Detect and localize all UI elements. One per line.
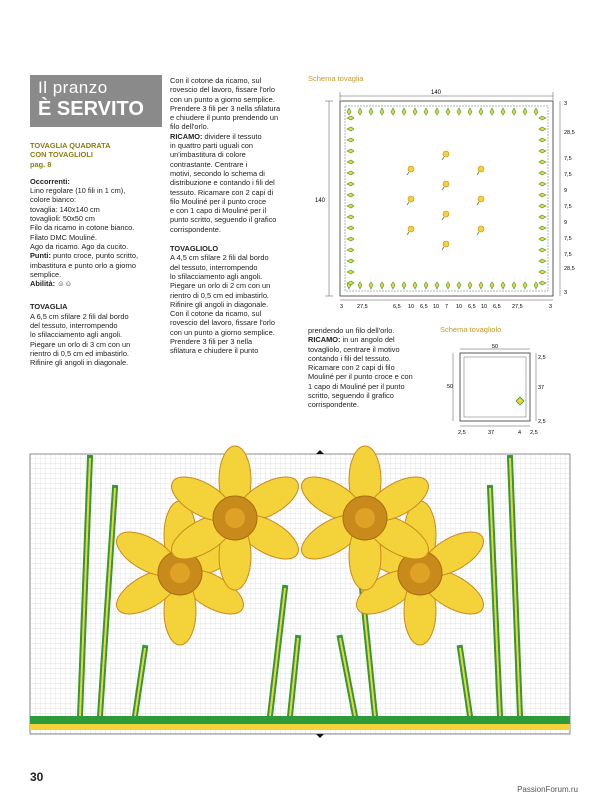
ricamo-text: in un angolo del bbox=[340, 335, 395, 345]
ricamo-text: punto scritto, seguendo il grafico bbox=[170, 215, 277, 225]
ricamo-label: RICAMO: bbox=[170, 131, 203, 141]
center-flower-motif bbox=[443, 241, 449, 247]
bottom-dim-label: 6,5 bbox=[420, 304, 428, 310]
center-flower-motif bbox=[478, 196, 484, 202]
tovagliolo-line: del tessuto, interrompendo bbox=[170, 262, 258, 272]
punti-text: imbastitura e punto orlo a giorno bbox=[30, 260, 136, 270]
tovaglia-line: A 6,5 cm sfilare 2 fili dal bordo bbox=[30, 311, 129, 321]
tovaglia-title: TOVAGLIA bbox=[30, 302, 68, 312]
dim-top: 140 bbox=[431, 90, 442, 96]
yellow-bottom-band bbox=[30, 724, 570, 730]
right-dim-label: 7,5 bbox=[564, 172, 572, 178]
material-line: colore bianco: bbox=[30, 195, 77, 205]
bottom-dim-label: 3 bbox=[340, 304, 344, 310]
bottom-dim-label: 27,5 bbox=[357, 304, 368, 310]
bottom-dim-label: 3 bbox=[549, 304, 553, 310]
page-number: 30 bbox=[30, 770, 44, 784]
napkin-dim-top: 50 bbox=[492, 344, 499, 350]
ricamo-label: RICAMO: bbox=[308, 335, 341, 345]
ricamo-text: tessuto. Ricamare con 2 capi di bbox=[170, 187, 274, 197]
ricamo-text: corrispondente. bbox=[308, 400, 359, 410]
page-ref: pag. 8 bbox=[30, 159, 52, 169]
center-marker-bottom bbox=[316, 734, 324, 738]
ricamo-text: Ricamare con 2 capi di filo bbox=[308, 363, 395, 373]
daffodil-center bbox=[355, 508, 375, 528]
text-line: Con il cotone da ricamo, sul bbox=[170, 76, 262, 85]
center-flower-motif bbox=[443, 151, 449, 157]
schema-tovagliolo-label: Schema tovagliolo bbox=[440, 325, 502, 334]
bottom-dim-label: 7 bbox=[445, 304, 449, 310]
right-dim-label: 28,5 bbox=[564, 130, 575, 136]
napkin-dim-right: 2,5 bbox=[538, 355, 546, 361]
napkin-dim-bottom: 37 bbox=[488, 430, 495, 436]
cross-stitch-chart bbox=[20, 448, 580, 748]
bottom-dim-label: 6,5 bbox=[393, 304, 401, 310]
daffodil-center bbox=[225, 508, 245, 528]
tovagliolo-line: con un punto a giorno semplice. bbox=[170, 327, 275, 337]
napkin-dim-right: 37 bbox=[538, 385, 545, 391]
napkin-dim-left: 50 bbox=[447, 384, 454, 390]
ricamo-text: 1 capo di Mouliné per il punto bbox=[308, 381, 405, 391]
tovagliolo-line: Rifinire gli angoli in diagonale. bbox=[170, 299, 269, 309]
right-dim-label: 7,5 bbox=[564, 204, 572, 210]
text-line: e chiudere il punto prendendo un bbox=[170, 113, 279, 123]
punti-text: punto croce, punto scritto, bbox=[50, 251, 139, 261]
napkin-dim-bottom: 2,5 bbox=[530, 430, 538, 436]
project-title-2: CON TOVAGLIOLI bbox=[30, 150, 93, 160]
ricamo-text: distribuzione e contando i fili del bbox=[170, 178, 275, 188]
center-flower-motif bbox=[478, 226, 484, 232]
text-line: filo dell'orlo. bbox=[170, 122, 209, 132]
tovagliolo-title: TOVAGLIOLO bbox=[170, 244, 219, 254]
banner-line-1: Il pranzo bbox=[38, 78, 108, 97]
abilita-label: Abilità: bbox=[30, 279, 56, 289]
bottom-dim-label: 27,5 bbox=[512, 304, 523, 310]
schema-tovaglia-label: Schema tovaglia bbox=[308, 74, 364, 83]
bottom-dim-label: 6,5 bbox=[468, 304, 476, 310]
daffodil-center bbox=[170, 563, 190, 583]
ricamo-text: scritto, seguendo il grafico bbox=[308, 391, 394, 401]
center-flower-motif bbox=[408, 226, 414, 232]
ricamo-text: motivi, secondo lo schema di bbox=[170, 168, 265, 178]
tovagliolo-line: sfilatura e chiudere il punto bbox=[170, 346, 259, 356]
occorrenti-label: Occorrenti: bbox=[30, 176, 70, 186]
ricamo-text: contrastante. Centrare i bbox=[170, 159, 248, 169]
napkin-dim-bottom: 4 bbox=[518, 430, 522, 436]
material-line: tovaglia: 140x140 cm bbox=[30, 204, 100, 214]
text-line: rovescio del lavoro, fissare l'orlo bbox=[170, 85, 275, 95]
column-1 bbox=[30, 141, 165, 368]
tovagliolo-line: rientro di 0,5 cm ed imbastirlo. bbox=[170, 290, 269, 300]
ricamo-text: in quattro parti uguali con bbox=[170, 141, 253, 151]
section-banner bbox=[30, 75, 162, 127]
ricamo-text: Mouliné per il punto croce e con bbox=[308, 372, 413, 382]
right-dim-label: 7,5 bbox=[564, 252, 572, 258]
bottom-dim-label: 6,5 bbox=[493, 304, 501, 310]
tovagliolo-line: rovescio del lavoro, fissare l'orlo bbox=[170, 318, 275, 328]
daffodil-center bbox=[410, 563, 430, 583]
bottom-dim-label: 10 bbox=[433, 304, 440, 310]
right-dim-label: 9 bbox=[564, 188, 568, 194]
column-3 bbox=[308, 326, 438, 410]
bottom-dim-label: 10 bbox=[456, 304, 463, 310]
ricamo-text: contando i fili del tessuto. bbox=[308, 353, 391, 363]
tovagliolo-line: Con il cotone da ricamo, sul bbox=[170, 309, 262, 319]
center-flower-motif bbox=[478, 166, 484, 172]
napkin-dim-bottom: 2,5 bbox=[458, 430, 466, 436]
napkin-dim-right: 2,5 bbox=[538, 419, 546, 425]
ricamo-text: un'imbastitura di colore bbox=[170, 150, 246, 160]
right-dim-label: 7,5 bbox=[564, 236, 572, 242]
ricamo-text: corrispondente. bbox=[170, 224, 221, 234]
right-dim-labels bbox=[564, 101, 575, 296]
punti-label: Punti: bbox=[30, 251, 51, 261]
material-line: Ago da ricamo. Ago da cucito. bbox=[30, 241, 129, 251]
green-bottom-band bbox=[30, 716, 570, 724]
tovagliolo-line: Piegare un orlo di 2 cm con un bbox=[170, 281, 271, 291]
center-marker-top bbox=[316, 450, 324, 454]
bottom-dim-label: 10 bbox=[481, 304, 488, 310]
bottom-dim-label: 10 bbox=[408, 304, 415, 310]
tovagliolo-line: A 4,5 cm sfilare 2 fili dal bordo bbox=[170, 253, 269, 263]
tovaglia-line: Piegare un orlo di 3 cm con un bbox=[30, 339, 131, 349]
text-line: prendendo un filo dell'orlo. bbox=[308, 326, 395, 335]
material-line: Lino regolare (10 fili in 1 cm), bbox=[30, 186, 126, 196]
schema-tovagliolo-diagram bbox=[448, 343, 558, 438]
tovaglia-line: rientro di 0,5 cm ed imbastirlo. bbox=[30, 348, 129, 358]
tovaglia-line: del tessuto, interrompendo bbox=[30, 321, 118, 331]
text-line: Prendere 3 fili per 3 nella sfilatura bbox=[170, 103, 281, 113]
center-flower-motif bbox=[443, 181, 449, 187]
right-dim-label: 28,5 bbox=[564, 266, 575, 272]
ricamo-text: e con 1 capo di Mouliné per il bbox=[170, 206, 267, 216]
tovagliolo-line: Prendere 3 fili per 3 nella bbox=[170, 337, 253, 347]
punti-text: semplice. bbox=[30, 269, 62, 279]
watermark: PassionForum.ru bbox=[517, 785, 578, 794]
dim-left: 140 bbox=[315, 198, 326, 204]
ricamo-text: filo Mouliné per il punto croce bbox=[170, 196, 267, 206]
right-dim-label: 3 bbox=[564, 290, 568, 296]
ricamo-text: tovagliolo, centrare il motivo bbox=[308, 344, 400, 354]
ricamo-text: dividere il tessuto bbox=[202, 131, 262, 141]
tovagliolo-line: lo sfilacciamento agli angoli. bbox=[170, 271, 263, 281]
column-2 bbox=[170, 76, 300, 356]
material-line: Filo da ricamo in cotone bianco. bbox=[30, 223, 135, 233]
project-title-1: TOVAGLIA QUADRATA bbox=[30, 141, 111, 150]
tovaglia-line: Rifinire gli angoli in diagonale. bbox=[30, 358, 129, 368]
bottom-dim-labels bbox=[340, 304, 552, 310]
material-line: tovaglioli: 50x50 cm bbox=[30, 214, 95, 224]
right-dim-label: 3 bbox=[564, 101, 568, 107]
text-line: con un punto a giorno semplice. bbox=[170, 94, 275, 104]
tovaglia-line: lo sfilacciamento agli angoli. bbox=[30, 330, 123, 340]
banner-line-2: È SERVITO bbox=[38, 98, 144, 120]
abilita-value: ☺☺ bbox=[55, 279, 73, 289]
right-dim-label: 9 bbox=[564, 220, 568, 226]
right-dim-label: 7,5 bbox=[564, 156, 572, 162]
center-flower-motif bbox=[408, 166, 414, 172]
center-flower-motif bbox=[408, 196, 414, 202]
center-flower-motif bbox=[443, 211, 449, 217]
material-line: Filato DMC Mouliné. bbox=[30, 232, 97, 242]
schema-tovaglia-diagram bbox=[305, 84, 590, 319]
